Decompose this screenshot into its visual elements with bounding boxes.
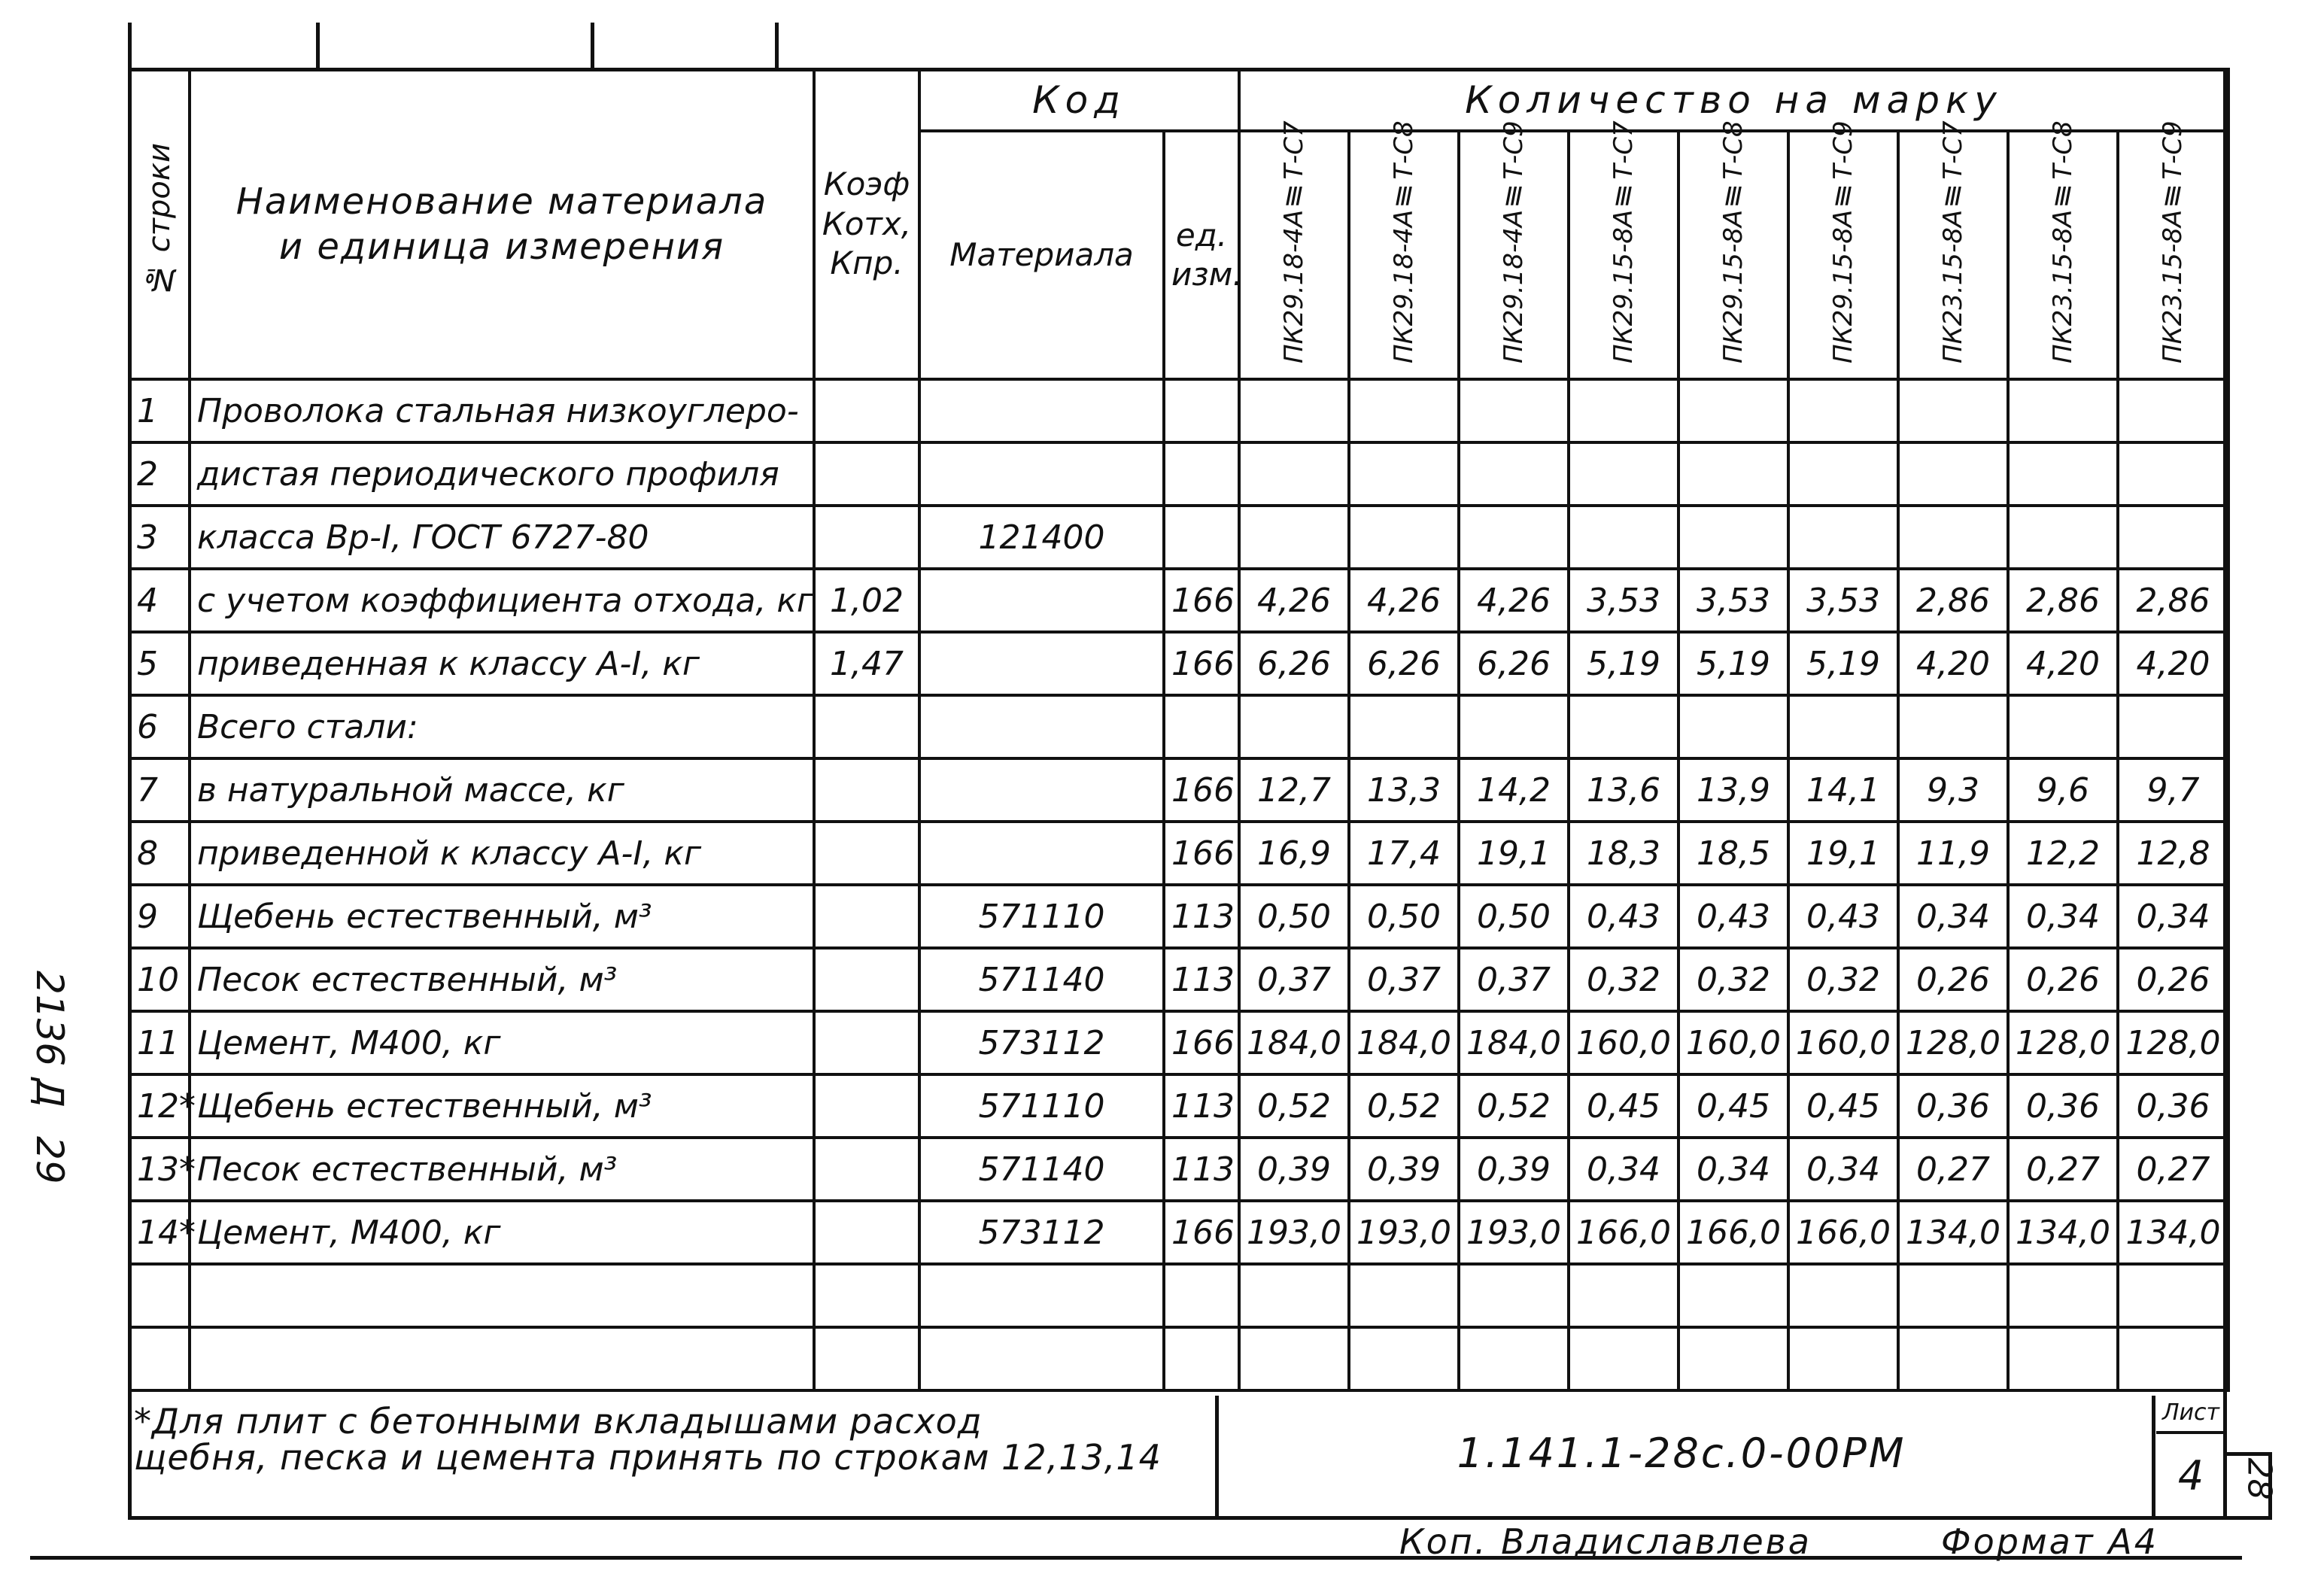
quantity-cell-mark-8: 0,34 [2008, 885, 2118, 948]
unit-code-cell: 166 [1164, 758, 1239, 822]
unit-code-cell: 113 [1164, 1138, 1239, 1201]
material-name-cell [190, 1264, 814, 1327]
col-mark-1: ПК29.18-4АⅢТ-С7 [1239, 131, 1349, 379]
quantity-cell-mark-6: 0,45 [1788, 1074, 1898, 1138]
unit-code-cell [1164, 506, 1239, 569]
quantity-cell-mark-7: 9,3 [1898, 758, 2008, 822]
material-code-cell [919, 569, 1164, 632]
frame-tick [316, 23, 320, 69]
material-name-cell [190, 1327, 814, 1390]
quantity-cell-mark-8: 4,20 [2008, 632, 2118, 695]
quantity-cell-mark-2: 13,3 [1349, 758, 1459, 822]
col-mark-2: ПК29.18-4АⅢТ-С8 [1349, 131, 1459, 379]
material-code-cell: 573112 [919, 1201, 1164, 1264]
coefficient-cell [814, 695, 919, 758]
quantity-cell-mark-7: 0,34 [1898, 885, 2008, 948]
frame-tick [591, 23, 594, 69]
quantity-cell-mark-4: 0,43 [1569, 885, 1678, 948]
quantity-cell-mark-2: 0,50 [1349, 885, 1459, 948]
quantity-cell-mark-1: 0,39 [1239, 1138, 1349, 1201]
coefficient-cell [814, 1138, 919, 1201]
quantity-cell-mark-3 [1459, 1327, 1569, 1390]
quantity-cell-mark-6 [1788, 379, 1898, 442]
material-name-cell: Цемент, М400, кг [190, 1201, 814, 1264]
quantity-cell-mark-6 [1788, 695, 1898, 758]
unit-line1: ед. [1175, 216, 1228, 254]
coefficient-cell [814, 885, 919, 948]
quantity-cell-mark-8 [2008, 442, 2118, 506]
table-row [129, 569, 2228, 632]
col-material-name [190, 69, 814, 379]
table-row [129, 632, 2228, 695]
unit-code-cell [1164, 379, 1239, 442]
material-code-cell [919, 695, 1164, 758]
quantity-cell-mark-8: 0,26 [2008, 948, 2118, 1011]
coefficient-cell [814, 1201, 919, 1264]
margin-number: 29 [28, 1136, 71, 1184]
quantity-cell-mark-1: 12,7 [1239, 758, 1349, 822]
material-name-cell: Проволока стальная низкоуглеро- [190, 379, 814, 442]
quantity-cell-mark-1 [1239, 1264, 1349, 1327]
material-name-cell: класса Вр-I, ГОСТ 6727-80 [190, 506, 814, 569]
unit-line2: изм. [1171, 256, 1243, 293]
quantity-cell-mark-5: 0,43 [1678, 885, 1788, 948]
quantity-cell-mark-3: 0,50 [1459, 885, 1569, 948]
quantity-cell-mark-5: 0,45 [1678, 1074, 1788, 1138]
quantity-cell-mark-3 [1459, 695, 1569, 758]
coefficient-cell [814, 822, 919, 885]
quantity-cell-mark-3: 193,0 [1459, 1201, 1569, 1264]
quantity-cell-mark-9 [2118, 379, 2228, 442]
col-mark-3: ПК29.18-4АⅢТ-С9 [1459, 131, 1569, 379]
coefficient-cell: 1,47 [814, 632, 919, 695]
quantity-cell-mark-4 [1569, 442, 1678, 506]
table-row [129, 1201, 2228, 1264]
row-number-cell: 13* [129, 1138, 190, 1201]
quantity-cell-mark-1: 0,37 [1239, 948, 1349, 1011]
quantity-cell-mark-5 [1678, 442, 1788, 506]
quantity-cell-mark-9 [2118, 695, 2228, 758]
col-unit-code [1164, 131, 1243, 379]
material-name-cell: Щебень естественный, м³ [190, 885, 814, 948]
quantity-cell-mark-9 [2118, 442, 2228, 506]
quantity-cell-mark-7 [1898, 442, 2008, 506]
quantity-cell-mark-3 [1459, 379, 1569, 442]
quantity-cell-mark-9 [2118, 1264, 2228, 1327]
sheet-number: 4 [2177, 1452, 2204, 1499]
material-name-cell: Песок естественный, м³ [190, 948, 814, 1011]
material-name-cell: Щебень естественный, м³ [190, 1074, 814, 1138]
row-number-cell: 12* [129, 1074, 190, 1138]
quantity-cell-mark-7: 2,86 [1898, 569, 2008, 632]
material-name-cell: Всего стали: [190, 695, 814, 758]
table-row [129, 442, 2228, 506]
quantity-cell-mark-5: 166,0 [1678, 1201, 1788, 1264]
quantity-cell-mark-6: 0,43 [1788, 885, 1898, 948]
quantity-cell-mark-7: 0,26 [1898, 948, 2008, 1011]
frame-tick [128, 23, 132, 69]
quantity-cell-mark-6: 5,19 [1788, 632, 1898, 695]
coef-line3: Кпр. [830, 245, 904, 282]
quantity-cell-mark-5: 5,19 [1678, 632, 1788, 695]
material-code-cell: 121400 [919, 506, 1164, 569]
quantity-cell-mark-5: 18,5 [1678, 822, 1788, 885]
unit-code-cell: 166 [1164, 822, 1239, 885]
row-number-cell: 5 [129, 632, 190, 695]
quantity-cell-mark-8: 134,0 [2008, 1201, 2118, 1264]
material-code-cell [919, 758, 1164, 822]
quantity-cell-mark-6: 14,1 [1788, 758, 1898, 822]
quantity-cell-mark-8: 2,86 [2008, 569, 2118, 632]
quantity-cell-mark-3: 14,2 [1459, 758, 1569, 822]
side-strip-number: 28 [2240, 1457, 2279, 1500]
col-group-code: Код [919, 69, 1239, 131]
frame-tick [775, 23, 779, 69]
quantity-cell-mark-9: 4,20 [2118, 632, 2228, 695]
quantity-cell-mark-8 [2008, 695, 2118, 758]
quantity-cell-mark-4: 0,45 [1569, 1074, 1678, 1138]
material-name-cell: с учетом коэффициента отхода, кг [190, 569, 814, 632]
quantity-cell-mark-2: 0,39 [1349, 1138, 1459, 1201]
quantity-cell-mark-2 [1349, 1264, 1459, 1327]
row-number-cell: 10 [129, 948, 190, 1011]
quantity-cell-mark-2: 4,26 [1349, 569, 1459, 632]
table-row [129, 1074, 2228, 1138]
material-code-cell: 571140 [919, 948, 1164, 1011]
col-coefficient [814, 69, 919, 379]
row-number-cell: 1 [129, 379, 190, 442]
materials-table [128, 68, 2230, 1392]
quantity-cell-mark-4: 160,0 [1569, 1011, 1678, 1074]
table-row [129, 379, 2228, 442]
row-number-cell: 6 [129, 695, 190, 758]
coefficient-cell [814, 1011, 919, 1074]
row-number-cell [129, 1264, 190, 1327]
quantity-cell-mark-4 [1569, 506, 1678, 569]
quantity-cell-mark-9: 12,8 [2118, 822, 2228, 885]
quantity-cell-mark-2: 17,4 [1349, 822, 1459, 885]
unit-code-cell: 166 [1164, 1011, 1239, 1074]
quantity-cell-mark-7: 134,0 [1898, 1201, 2008, 1264]
row-number-cell: 11 [129, 1011, 190, 1074]
quantity-cell-mark-1: 4,26 [1239, 569, 1349, 632]
quantity-cell-mark-8: 128,0 [2008, 1011, 2118, 1074]
quantity-cell-mark-1 [1239, 1327, 1349, 1390]
quantity-cell-mark-5 [1678, 1264, 1788, 1327]
quantity-cell-mark-8 [2008, 379, 2118, 442]
quantity-cell-mark-5: 0,34 [1678, 1138, 1788, 1201]
table-row [129, 1327, 2228, 1390]
coefficient-cell [814, 379, 919, 442]
quantity-cell-mark-6: 0,34 [1788, 1138, 1898, 1201]
coefficient-cell [814, 506, 919, 569]
material-code-cell [919, 1327, 1164, 1390]
table-body [129, 379, 2228, 1390]
quantity-cell-mark-3 [1459, 442, 1569, 506]
quantity-cell-mark-5: 160,0 [1678, 1011, 1788, 1074]
quantity-cell-mark-2: 0,37 [1349, 948, 1459, 1011]
quantity-cell-mark-2: 184,0 [1349, 1011, 1459, 1074]
material-name-cell: Песок естественный, м³ [190, 1138, 814, 1201]
quantity-cell-mark-1: 6,26 [1239, 632, 1349, 695]
row-number-cell [129, 1327, 190, 1390]
material-name-cell: приведенная к классу А-I, кг [190, 632, 814, 695]
quantity-cell-mark-9: 0,27 [2118, 1138, 2228, 1201]
quantity-cell-mark-9: 128,0 [2118, 1011, 2228, 1074]
quantity-cell-mark-6: 0,32 [1788, 948, 1898, 1011]
row-number-cell: 14* [129, 1201, 190, 1264]
material-code-cell: 571110 [919, 1074, 1164, 1138]
quantity-cell-mark-7 [1898, 695, 2008, 758]
unit-code-cell [1164, 442, 1239, 506]
coefficient-cell [814, 1327, 919, 1390]
table-row [129, 885, 2228, 948]
coefficient-cell: 1,02 [814, 569, 919, 632]
footnote [134, 1403, 1202, 1476]
material-code-cell [919, 632, 1164, 695]
col-material-name-line2: и единица измерения [278, 226, 725, 268]
unit-code-cell: 166 [1164, 632, 1239, 695]
quantity-cell-mark-3 [1459, 506, 1569, 569]
quantity-cell-mark-7 [1898, 1264, 2008, 1327]
quantity-cell-mark-4: 0,34 [1569, 1138, 1678, 1201]
col-mark-5: ПК29.15-8АⅢТ-С8 [1678, 131, 1788, 379]
row-number-cell: 2 [129, 442, 190, 506]
quantity-cell-mark-9: 9,7 [2118, 758, 2228, 822]
material-code-cell [919, 822, 1164, 885]
row-number-cell: 9 [129, 885, 190, 948]
quantity-cell-mark-4 [1569, 1264, 1678, 1327]
quantity-cell-mark-5 [1678, 1327, 1788, 1390]
quantity-cell-mark-4 [1569, 379, 1678, 442]
quantity-cell-mark-1 [1239, 379, 1349, 442]
table-row [129, 506, 2228, 569]
unit-code-cell: 113 [1164, 948, 1239, 1011]
unit-code-cell: 113 [1164, 885, 1239, 948]
quantity-cell-mark-9: 2,86 [2118, 569, 2228, 632]
quantity-cell-mark-1: 0,52 [1239, 1074, 1349, 1138]
signature-line [1399, 1521, 2227, 1562]
table-row [129, 822, 2228, 885]
coefficient-cell [814, 758, 919, 822]
row-number-cell: 7 [129, 758, 190, 822]
quantity-cell-mark-5 [1678, 379, 1788, 442]
quantity-cell-mark-1 [1239, 695, 1349, 758]
coefficient-cell [814, 948, 919, 1011]
table-row [129, 758, 2228, 822]
material-code-cell: 571110 [919, 885, 1164, 948]
quantity-cell-mark-1: 184,0 [1239, 1011, 1349, 1074]
quantity-cell-mark-4: 13,6 [1569, 758, 1678, 822]
quantity-cell-mark-5 [1678, 506, 1788, 569]
quantity-cell-mark-8 [2008, 1264, 2118, 1327]
table-header [129, 69, 2228, 379]
material-name-cell: Цемент, М400, кг [190, 1011, 814, 1074]
material-code-cell: 573112 [919, 1011, 1164, 1074]
document-code: 1.141.1-28с.0-00РМ [1457, 1430, 1906, 1477]
quantity-cell-mark-6 [1788, 506, 1898, 569]
unit-code-cell [1164, 1264, 1239, 1327]
quantity-cell-mark-6 [1788, 1264, 1898, 1327]
format-label: Формат А4 [1941, 1521, 2158, 1562]
col-mark-8: ПК23.15-8АⅢТ-С8 [2008, 131, 2118, 379]
unit-code-cell: 113 [1164, 1074, 1239, 1138]
coef-line2: Котх, [822, 205, 912, 242]
header-group-row [129, 69, 2228, 131]
quantity-cell-mark-5: 13,9 [1678, 758, 1788, 822]
quantity-cell-mark-8 [2008, 1327, 2118, 1390]
inventory-number: 2136 Д [28, 971, 71, 1108]
quantity-cell-mark-3: 4,26 [1459, 569, 1569, 632]
quantity-cell-mark-3: 19,1 [1459, 822, 1569, 885]
quantity-cell-mark-1 [1239, 506, 1349, 569]
quantity-cell-mark-3: 6,26 [1459, 632, 1569, 695]
quantity-cell-mark-4: 166,0 [1569, 1201, 1678, 1264]
quantity-cell-mark-4: 3,53 [1569, 569, 1678, 632]
material-code-cell [919, 442, 1164, 506]
quantity-cell-mark-2 [1349, 1327, 1459, 1390]
unit-code-cell [1164, 1327, 1239, 1390]
quantity-cell-mark-1 [1239, 442, 1349, 506]
material-code-cell [919, 379, 1164, 442]
quantity-cell-mark-8 [2008, 506, 2118, 569]
unit-code-cell [1164, 695, 1239, 758]
material-code-cell [919, 1264, 1164, 1327]
quantity-cell-mark-4 [1569, 1327, 1678, 1390]
quantity-cell-mark-9: 134,0 [2118, 1201, 2228, 1264]
quantity-cell-mark-2: 6,26 [1349, 632, 1459, 695]
col-mark-6: ПК29.15-8АⅢТ-С9 [1788, 131, 1898, 379]
quantity-cell-mark-2 [1349, 379, 1459, 442]
col-material-code: Материала [919, 131, 1164, 379]
material-name-cell: в натуральной массе, кг [190, 758, 814, 822]
quantity-cell-mark-6 [1788, 1327, 1898, 1390]
row-number-cell: 8 [129, 822, 190, 885]
unit-code-cell: 166 [1164, 1201, 1239, 1264]
table-row [129, 1264, 2228, 1327]
row-number-cell: 3 [129, 506, 190, 569]
coefficient-cell [814, 442, 919, 506]
quantity-cell-mark-8: 0,27 [2008, 1138, 2118, 1201]
quantity-cell-mark-2 [1349, 442, 1459, 506]
quantity-cell-mark-3: 0,39 [1459, 1138, 1569, 1201]
quantity-cell-mark-4: 0,32 [1569, 948, 1678, 1011]
quantity-cell-mark-7: 4,20 [1898, 632, 2008, 695]
table-row [129, 948, 2228, 1011]
quantity-cell-mark-1: 16,9 [1239, 822, 1349, 885]
quantity-cell-mark-8: 12,2 [2008, 822, 2118, 885]
quantity-cell-mark-4: 18,3 [1569, 822, 1678, 885]
material-code-cell: 571140 [919, 1138, 1164, 1201]
quantity-cell-mark-4: 5,19 [1569, 632, 1678, 695]
material-name-cell: дистая периодического профиля [190, 442, 814, 506]
coef-line1: Коэф [823, 166, 910, 203]
footnote-line2: щебня, песка и цемента принять по строкам 12,13,14 [134, 1437, 1162, 1478]
quantity-cell-mark-9 [2118, 506, 2228, 569]
table-row [129, 1138, 2228, 1201]
quantity-cell-mark-2 [1349, 506, 1459, 569]
quantity-cell-mark-5: 3,53 [1678, 569, 1788, 632]
quantity-cell-mark-3: 184,0 [1459, 1011, 1569, 1074]
quantity-cell-mark-7: 128,0 [1898, 1011, 2008, 1074]
quantity-cell-mark-6: 19,1 [1788, 822, 1898, 885]
quantity-cell-mark-6: 166,0 [1788, 1201, 1898, 1264]
quantity-cell-mark-5: 0,32 [1678, 948, 1788, 1011]
quantity-cell-mark-7 [1898, 379, 2008, 442]
quantity-cell-mark-8: 9,6 [2008, 758, 2118, 822]
unit-code-cell: 166 [1164, 569, 1239, 632]
coefficient-cell [814, 1074, 919, 1138]
quantity-cell-mark-2: 193,0 [1349, 1201, 1459, 1264]
copier-signature: Коп. Владиславлева [1399, 1521, 1812, 1562]
quantity-cell-mark-2: 0,52 [1349, 1074, 1459, 1138]
quantity-cell-mark-9: 0,26 [2118, 948, 2228, 1011]
material-name-cell: приведенной к классу А-I, кг [190, 822, 814, 885]
quantity-cell-mark-9: 0,36 [2118, 1074, 2228, 1138]
sheet-label: Лист [2156, 1399, 2225, 1434]
quantity-cell-mark-8: 0,36 [2008, 1074, 2118, 1138]
quantity-cell-mark-9 [2118, 1327, 2228, 1390]
quantity-cell-mark-5 [1678, 695, 1788, 758]
table-row [129, 1011, 2228, 1074]
quantity-cell-mark-2 [1349, 695, 1459, 758]
top-frame-ticks [128, 23, 805, 68]
table-row [129, 695, 2228, 758]
quantity-cell-mark-7: 0,27 [1898, 1138, 2008, 1201]
col-material-name-line1: Наименование материала [235, 181, 768, 223]
col-group-quantity: Количество на марку [1239, 69, 2228, 131]
quantity-cell-mark-4 [1569, 695, 1678, 758]
col-mark-9: ПК23.15-8АⅢТ-С9 [2118, 131, 2228, 379]
quantity-cell-mark-3: 0,52 [1459, 1074, 1569, 1138]
quantity-cell-mark-3: 0,37 [1459, 948, 1569, 1011]
quantity-cell-mark-1: 0,50 [1239, 885, 1349, 948]
col-row-number: № строки [129, 69, 190, 379]
row-number-cell: 4 [129, 569, 190, 632]
footnote-line1: *Для плит с бетонными вкладышами расход [134, 1401, 983, 1442]
quantity-cell-mark-7 [1898, 1327, 2008, 1390]
quantity-cell-mark-3 [1459, 1264, 1569, 1327]
col-mark-7: ПК23.15-8АⅢТ-С7 [1898, 131, 2008, 379]
quantity-cell-mark-7: 11,9 [1898, 822, 2008, 885]
quantity-cell-mark-6: 3,53 [1788, 569, 1898, 632]
quantity-cell-mark-7 [1898, 506, 2008, 569]
quantity-cell-mark-1: 193,0 [1239, 1201, 1349, 1264]
col-mark-4: ПК29.15-8АⅢТ-С7 [1569, 131, 1678, 379]
quantity-cell-mark-6: 160,0 [1788, 1011, 1898, 1074]
quantity-cell-mark-6 [1788, 442, 1898, 506]
quantity-cell-mark-7: 0,36 [1898, 1074, 2008, 1138]
coefficient-cell [814, 1264, 919, 1327]
quantity-cell-mark-9: 0,34 [2118, 885, 2228, 948]
